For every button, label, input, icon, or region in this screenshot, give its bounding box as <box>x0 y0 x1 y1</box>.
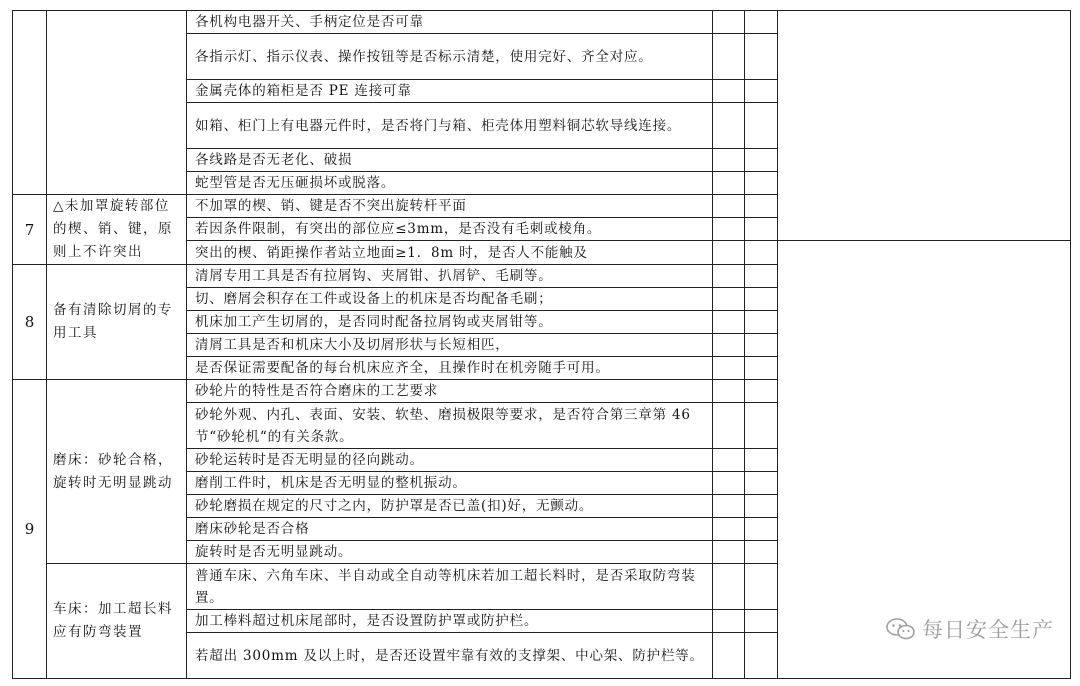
check-cell-no[interactable] <box>745 495 778 518</box>
requirement-text: 若因条件限制，有突出的部位应≤3mm，是否没有毛刺或棱角。 <box>187 218 713 241</box>
check-cell-yes[interactable] <box>713 34 745 80</box>
check-cell-yes[interactable] <box>713 80 745 103</box>
check-cell-yes[interactable] <box>713 218 745 241</box>
check-cell-no[interactable] <box>745 380 778 403</box>
check-cell-yes[interactable] <box>713 241 745 265</box>
check-cell-yes[interactable] <box>713 472 745 495</box>
check-cell-no[interactable] <box>745 610 778 633</box>
check-cell-no[interactable] <box>745 403 778 449</box>
check-cell-no[interactable] <box>745 541 778 564</box>
requirement-text: 磨床砂轮是否合格 <box>187 518 713 541</box>
requirement-text: 切、磨屑会积存在工件或设备上的机床是否均配备毛刷； <box>187 288 713 311</box>
check-cell-no[interactable] <box>745 633 778 679</box>
requirement-text: 各指示灯、指示仪表、操作按钮等是否标示清楚，使用完好、齐全对应。 <box>187 34 713 80</box>
check-cell-no[interactable] <box>745 334 778 357</box>
requirement-text: 旋转时是否无明显跳动。 <box>187 541 713 564</box>
check-cell-yes[interactable] <box>713 311 745 334</box>
requirement-text: 是否保证需要配备的每台机床应齐全，且操作时在机旁随手可用。 <box>187 357 713 380</box>
requirement-text: 金属壳体的箱柜是否 PE 连接可靠 <box>187 80 713 103</box>
inspection-table <box>12 10 1071 679</box>
check-cell-yes[interactable] <box>713 265 745 288</box>
check-cell-yes[interactable] <box>713 149 745 172</box>
check-cell-yes[interactable] <box>713 564 745 610</box>
check-cell-yes[interactable] <box>713 11 745 34</box>
remarks-cell[interactable] <box>778 11 1071 241</box>
watermark-text: 每日安全生产 <box>922 618 1054 642</box>
check-cell-yes[interactable] <box>713 610 745 633</box>
requirement-text: 各机构电器开关、手柄定位是否可靠 <box>187 11 713 34</box>
check-cell-yes[interactable] <box>713 449 745 472</box>
requirement-text: 砂轮磨损在规定的尺寸之内，防护罩是否已盖(扣)好，无颤动。 <box>187 495 713 518</box>
requirement-text: 普通车床、六角车床、半自动或全自动等机床若加工超长料时，是否采取防弯装置。 <box>187 564 713 610</box>
wechat-icon <box>886 617 916 641</box>
check-cell-yes[interactable] <box>713 518 745 541</box>
check-cell-no[interactable] <box>745 241 778 265</box>
requirement-text: 突出的楔、销距操作者站立地面≥1．8m 时，是否人不能触及 <box>187 241 713 265</box>
inspection-item: △未加罩旋转部位的楔、销、键，原则上不许突出 <box>47 195 187 265</box>
check-cell-no[interactable] <box>745 288 778 311</box>
requirement-text: 磨削工件时，机床是否无明显的整机振动。 <box>187 472 713 495</box>
check-cell-no[interactable] <box>745 103 778 149</box>
row-number: 7 <box>13 195 47 265</box>
check-cell-no[interactable] <box>745 472 778 495</box>
check-cell-no[interactable] <box>745 34 778 80</box>
check-cell-yes[interactable] <box>713 103 745 149</box>
requirement-text: 不加罩的楔、销、键是否不突出旋转杆平面 <box>187 195 713 218</box>
requirement-text: 各线路是否无老化、破损 <box>187 149 713 172</box>
check-cell-no[interactable] <box>745 564 778 610</box>
check-cell-no[interactable] <box>745 195 778 218</box>
check-cell-no[interactable] <box>745 518 778 541</box>
requirement-text: 砂轮外观、内孔、表面、安装、软垫、磨损极限等要求，是否符合第三章第 46 节“砂轮机“的有关条款。 <box>187 403 713 449</box>
requirement-text: 清屑专用工具是否有拉屑钩、夹屑钳、扒屑铲、毛刷等。 <box>187 265 713 288</box>
requirement-text: 砂轮片的特性是否符合磨床的工艺要求 <box>187 380 713 403</box>
check-cell-yes[interactable] <box>713 495 745 518</box>
check-cell-no[interactable] <box>745 357 778 380</box>
check-cell-yes[interactable] <box>713 172 745 195</box>
requirement-text: 如箱、柜门上有电器元件时，是否将门与箱、柜壳体用塑料铜芯软导线连接。 <box>187 103 713 149</box>
requirement-text: 加工棒料超过机床尾部时，是否设置防护罩或防护栏。 <box>187 610 713 633</box>
watermark <box>886 614 1054 644</box>
requirement-text: 砂轮运转时是否无明显的径向跳动。 <box>187 449 713 472</box>
check-cell-yes[interactable] <box>713 357 745 380</box>
check-cell-yes[interactable] <box>713 334 745 357</box>
requirement-text: 机床加工产生切屑的，是否同时配备拉屑钩或夹屑钳等。 <box>187 311 713 334</box>
inspection-item: 备有清除切屑的专用工具 <box>47 265 187 380</box>
check-cell-yes[interactable] <box>713 633 745 679</box>
requirement-text: 蛇型管是否无压砸损坏或脱落。 <box>187 172 713 195</box>
check-cell-no[interactable] <box>745 265 778 288</box>
inspection-item: 磨床：砂轮合格，旋转时无明显跳动 <box>47 380 187 564</box>
table-row <box>13 11 1071 34</box>
check-cell-no[interactable] <box>745 149 778 172</box>
inspection-item: 车床：加工超长料应有防弯装置 <box>47 564 187 679</box>
requirement-text: 清屑工具是否和机床大小及切屑形状与长短相匹， <box>187 334 713 357</box>
row-number <box>13 11 47 195</box>
check-cell-no[interactable] <box>745 311 778 334</box>
remarks-cell[interactable] <box>778 241 1071 679</box>
check-cell-yes[interactable] <box>713 541 745 564</box>
check-cell-no[interactable] <box>745 449 778 472</box>
requirement-text: 若超出 300mm 及以上时，是否还设置牢靠有效的支撑架、中心架、防护栏等。 <box>187 633 713 679</box>
check-cell-yes[interactable] <box>713 380 745 403</box>
check-cell-yes[interactable] <box>713 195 745 218</box>
row-number: 8 <box>13 265 47 380</box>
check-cell-no[interactable] <box>745 80 778 103</box>
check-cell-no[interactable] <box>745 172 778 195</box>
check-cell-yes[interactable] <box>713 288 745 311</box>
check-cell-no[interactable] <box>745 218 778 241</box>
row-number: 9 <box>13 380 47 679</box>
inspection-item <box>47 11 187 195</box>
check-cell-yes[interactable] <box>713 403 745 449</box>
check-cell-no[interactable] <box>745 11 778 34</box>
